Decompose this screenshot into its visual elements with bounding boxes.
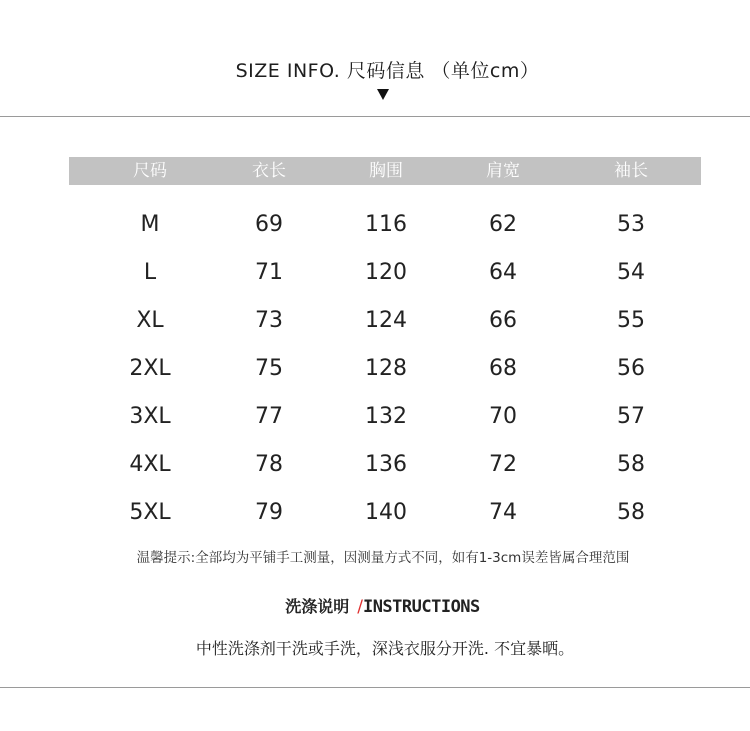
length-cell: 75 xyxy=(255,356,283,381)
size-cell: 5XL xyxy=(129,500,171,525)
chest-cell: 136 xyxy=(365,452,407,477)
header-length: 衣长 xyxy=(252,161,286,181)
size-table-header xyxy=(69,157,701,185)
chest-cell: 116 xyxy=(365,212,407,237)
table-row xyxy=(0,445,750,485)
table-row xyxy=(0,397,750,437)
length-cell: 77 xyxy=(255,404,283,429)
sleeve-cell: 54 xyxy=(617,260,645,285)
shoulder-cell: 62 xyxy=(489,212,517,237)
sleeve-cell: 55 xyxy=(617,308,645,333)
bottom-divider xyxy=(0,687,750,688)
shoulder-cell: 70 xyxy=(489,404,517,429)
length-cell: 71 xyxy=(255,260,283,285)
top-divider xyxy=(0,116,750,117)
sleeve-cell: 56 xyxy=(617,356,645,381)
care-instructions-text: 中性洗涤剂干洗或手洗，深浅衣服分开洗. 不宜暴晒。 xyxy=(195,639,575,658)
shoulder-cell: 66 xyxy=(489,308,517,333)
size-cell: 2XL xyxy=(129,356,171,381)
table-row xyxy=(0,205,750,245)
table-row xyxy=(0,253,750,293)
length-cell: 78 xyxy=(255,452,283,477)
size-cell: 4XL xyxy=(129,452,171,477)
sleeve-cell: 53 xyxy=(617,212,645,237)
length-cell: 79 xyxy=(255,500,283,525)
header-sleeve: 袖长 xyxy=(614,161,648,181)
header-size: 尺码 xyxy=(133,161,167,181)
shoulder-cell: 74 xyxy=(489,500,517,525)
chest-cell: 132 xyxy=(365,404,407,429)
down-triangle-icon xyxy=(377,89,389,100)
shoulder-cell: 68 xyxy=(489,356,517,381)
chest-cell: 140 xyxy=(365,500,407,525)
chest-cell: 124 xyxy=(365,308,407,333)
table-row xyxy=(0,301,750,341)
chest-cell: 120 xyxy=(365,260,407,285)
size-cell: 3XL xyxy=(129,404,171,429)
chest-cell: 128 xyxy=(365,356,407,381)
header-shoulder: 肩宽 xyxy=(486,161,520,181)
length-cell: 73 xyxy=(255,308,283,333)
instructions-slash: / xyxy=(357,597,363,617)
measurement-note: 温馨提示:全部均为平铺手工测量，因测量方式不同，如有1-3cm误差皆属合理范围 xyxy=(136,550,630,566)
size-cell: L xyxy=(143,260,157,285)
header-chest: 胸围 xyxy=(369,161,403,181)
shoulder-cell: 72 xyxy=(489,452,517,477)
table-row xyxy=(0,493,750,533)
sleeve-cell: 57 xyxy=(617,404,645,429)
length-cell: 69 xyxy=(255,212,283,237)
instructions-title-cn: 洗涤说明 xyxy=(285,597,350,616)
instructions-heading xyxy=(0,594,750,617)
sleeve-cell: 58 xyxy=(617,452,645,477)
page-title: SIZE INFO. 尺码信息 （单位cm） xyxy=(235,60,540,82)
instructions-title-en: INSTRUCTIONS xyxy=(362,597,480,617)
sleeve-cell: 58 xyxy=(617,500,645,525)
size-cell: M xyxy=(140,212,160,237)
size-cell: XL xyxy=(136,308,164,333)
table-row xyxy=(0,349,750,389)
shoulder-cell: 64 xyxy=(489,260,517,285)
